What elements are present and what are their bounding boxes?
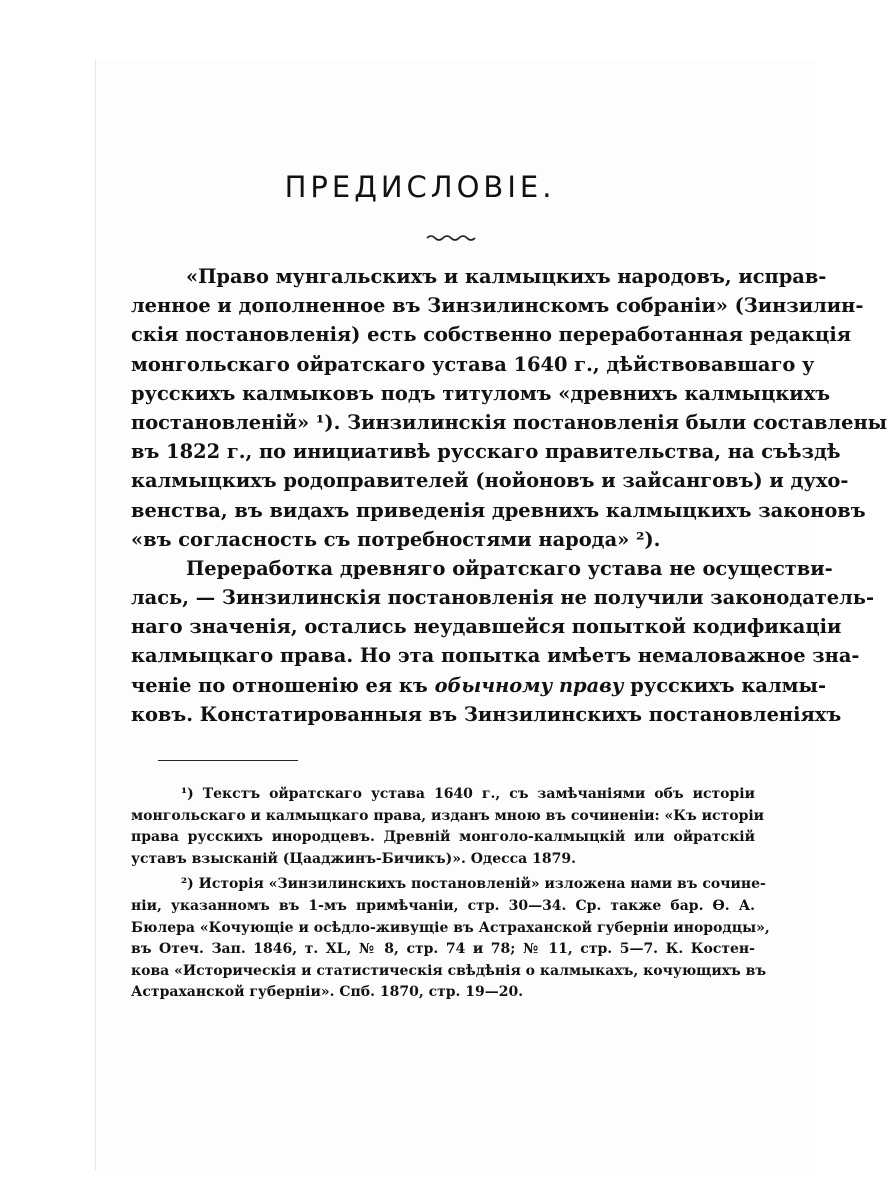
text-line: «въ согласность съ потребностями народа» ²). [131, 527, 661, 551]
text-fragment: ченіе по отношенію ея къ [131, 673, 428, 697]
text-line: ковъ. Констатированныя въ Зинзилинскихъ постановленіяхъ [131, 702, 842, 726]
italic-phrase: обычному праву [434, 673, 624, 697]
text-line-italic [131, 671, 826, 700]
footnote-line: уставъ взысканій (Цааджинъ-Бичикъ)». Одесса 1879. [131, 850, 576, 867]
footnote-line: ²) Исторія «Зинзилинскихъ постановленій» изложена нами въ сочине- [181, 876, 766, 893]
text-line: скія постановленія) есть собственно переработанная редакція [131, 323, 852, 347]
footnote-line: права русскихъ инородцевъ. Древній монголо-калмыцкій или ойратскій [131, 829, 755, 846]
text-fragment: русскихъ калмы- [630, 673, 826, 697]
text-line: лась, — Зинзилинскія постановленія не получили законодатель- [131, 586, 875, 610]
footnote-line: ¹) Текстъ ойратскаго устава 1640 г., съ замѣчаніями объ исторіи [181, 786, 755, 802]
text-line: русскихъ калмыковъ подъ титуломъ «древнихъ калмыцкихъ [131, 381, 831, 405]
page-title: ПРЕДИСЛОВІЕ. [284, 170, 556, 204]
text-line: наго значенія, остались неудавшейся попыткой кодификаціи [131, 615, 842, 639]
text-line: въ 1822 г., по инициативѣ русскаго правительства, на съѣздѣ [131, 440, 841, 464]
footnote-line: ніи, указанномъ въ 1-мъ примѣчаніи, стр. 30—34. Ср. также бар. Ѳ. А. [131, 897, 755, 914]
text-line: постановленій» ¹). Зинзилинскія постановленія были составлены [131, 410, 887, 434]
text-line: монгольскаго ойратскаго устава 1640 г., дѣйствовавшаго у [131, 352, 815, 376]
text-line: Переработка древняго ойратскаго устава не осуществи- [186, 556, 833, 580]
footnote-line: въ Отеч. Зап. 1846, т. XL, № 8, стр. 74 и 78; № 11, стр. 5—7. К. Костен- [131, 941, 755, 958]
text-line: калмыцкихъ родоправителей (нойоновъ и зайсанговъ) и духо- [131, 469, 849, 493]
footnote-line: Астраханской губерніи». Спб. 1870, стр. 19—20. [131, 984, 524, 1001]
footnote-line: кова «Историческія и статистическія свѣдѣнія о калмыкахъ, кочующихъ въ [131, 962, 767, 979]
footnote-separator [158, 760, 298, 761]
text-line: ленное и дополненное въ Зинзилинскомъ собраніи» (Зинзилин- [131, 294, 864, 318]
footnote-line: монгольскаго и калмыцкаго права, изданъ мною въ сочиненіи: «Къ исторіи [131, 807, 765, 824]
text-line: «Право мунгальскихъ и калмыцкихъ народовъ, исправ- [186, 265, 827, 288]
text-line: венства, въ видахъ приведенія древнихъ калмыцкихъ законовъ [131, 498, 866, 522]
text-line: калмыцкаго права. Но эта попытка имѣетъ немаловажное зна- [131, 644, 860, 668]
footnotes [131, 784, 770, 1004]
footnote-line: Бюлера «Кочующіе и осѣдло-живущіе въ Астраханской губерніи инородцы», [131, 919, 770, 936]
main-text [131, 262, 887, 729]
ornament-divider-icon [425, 232, 477, 242]
